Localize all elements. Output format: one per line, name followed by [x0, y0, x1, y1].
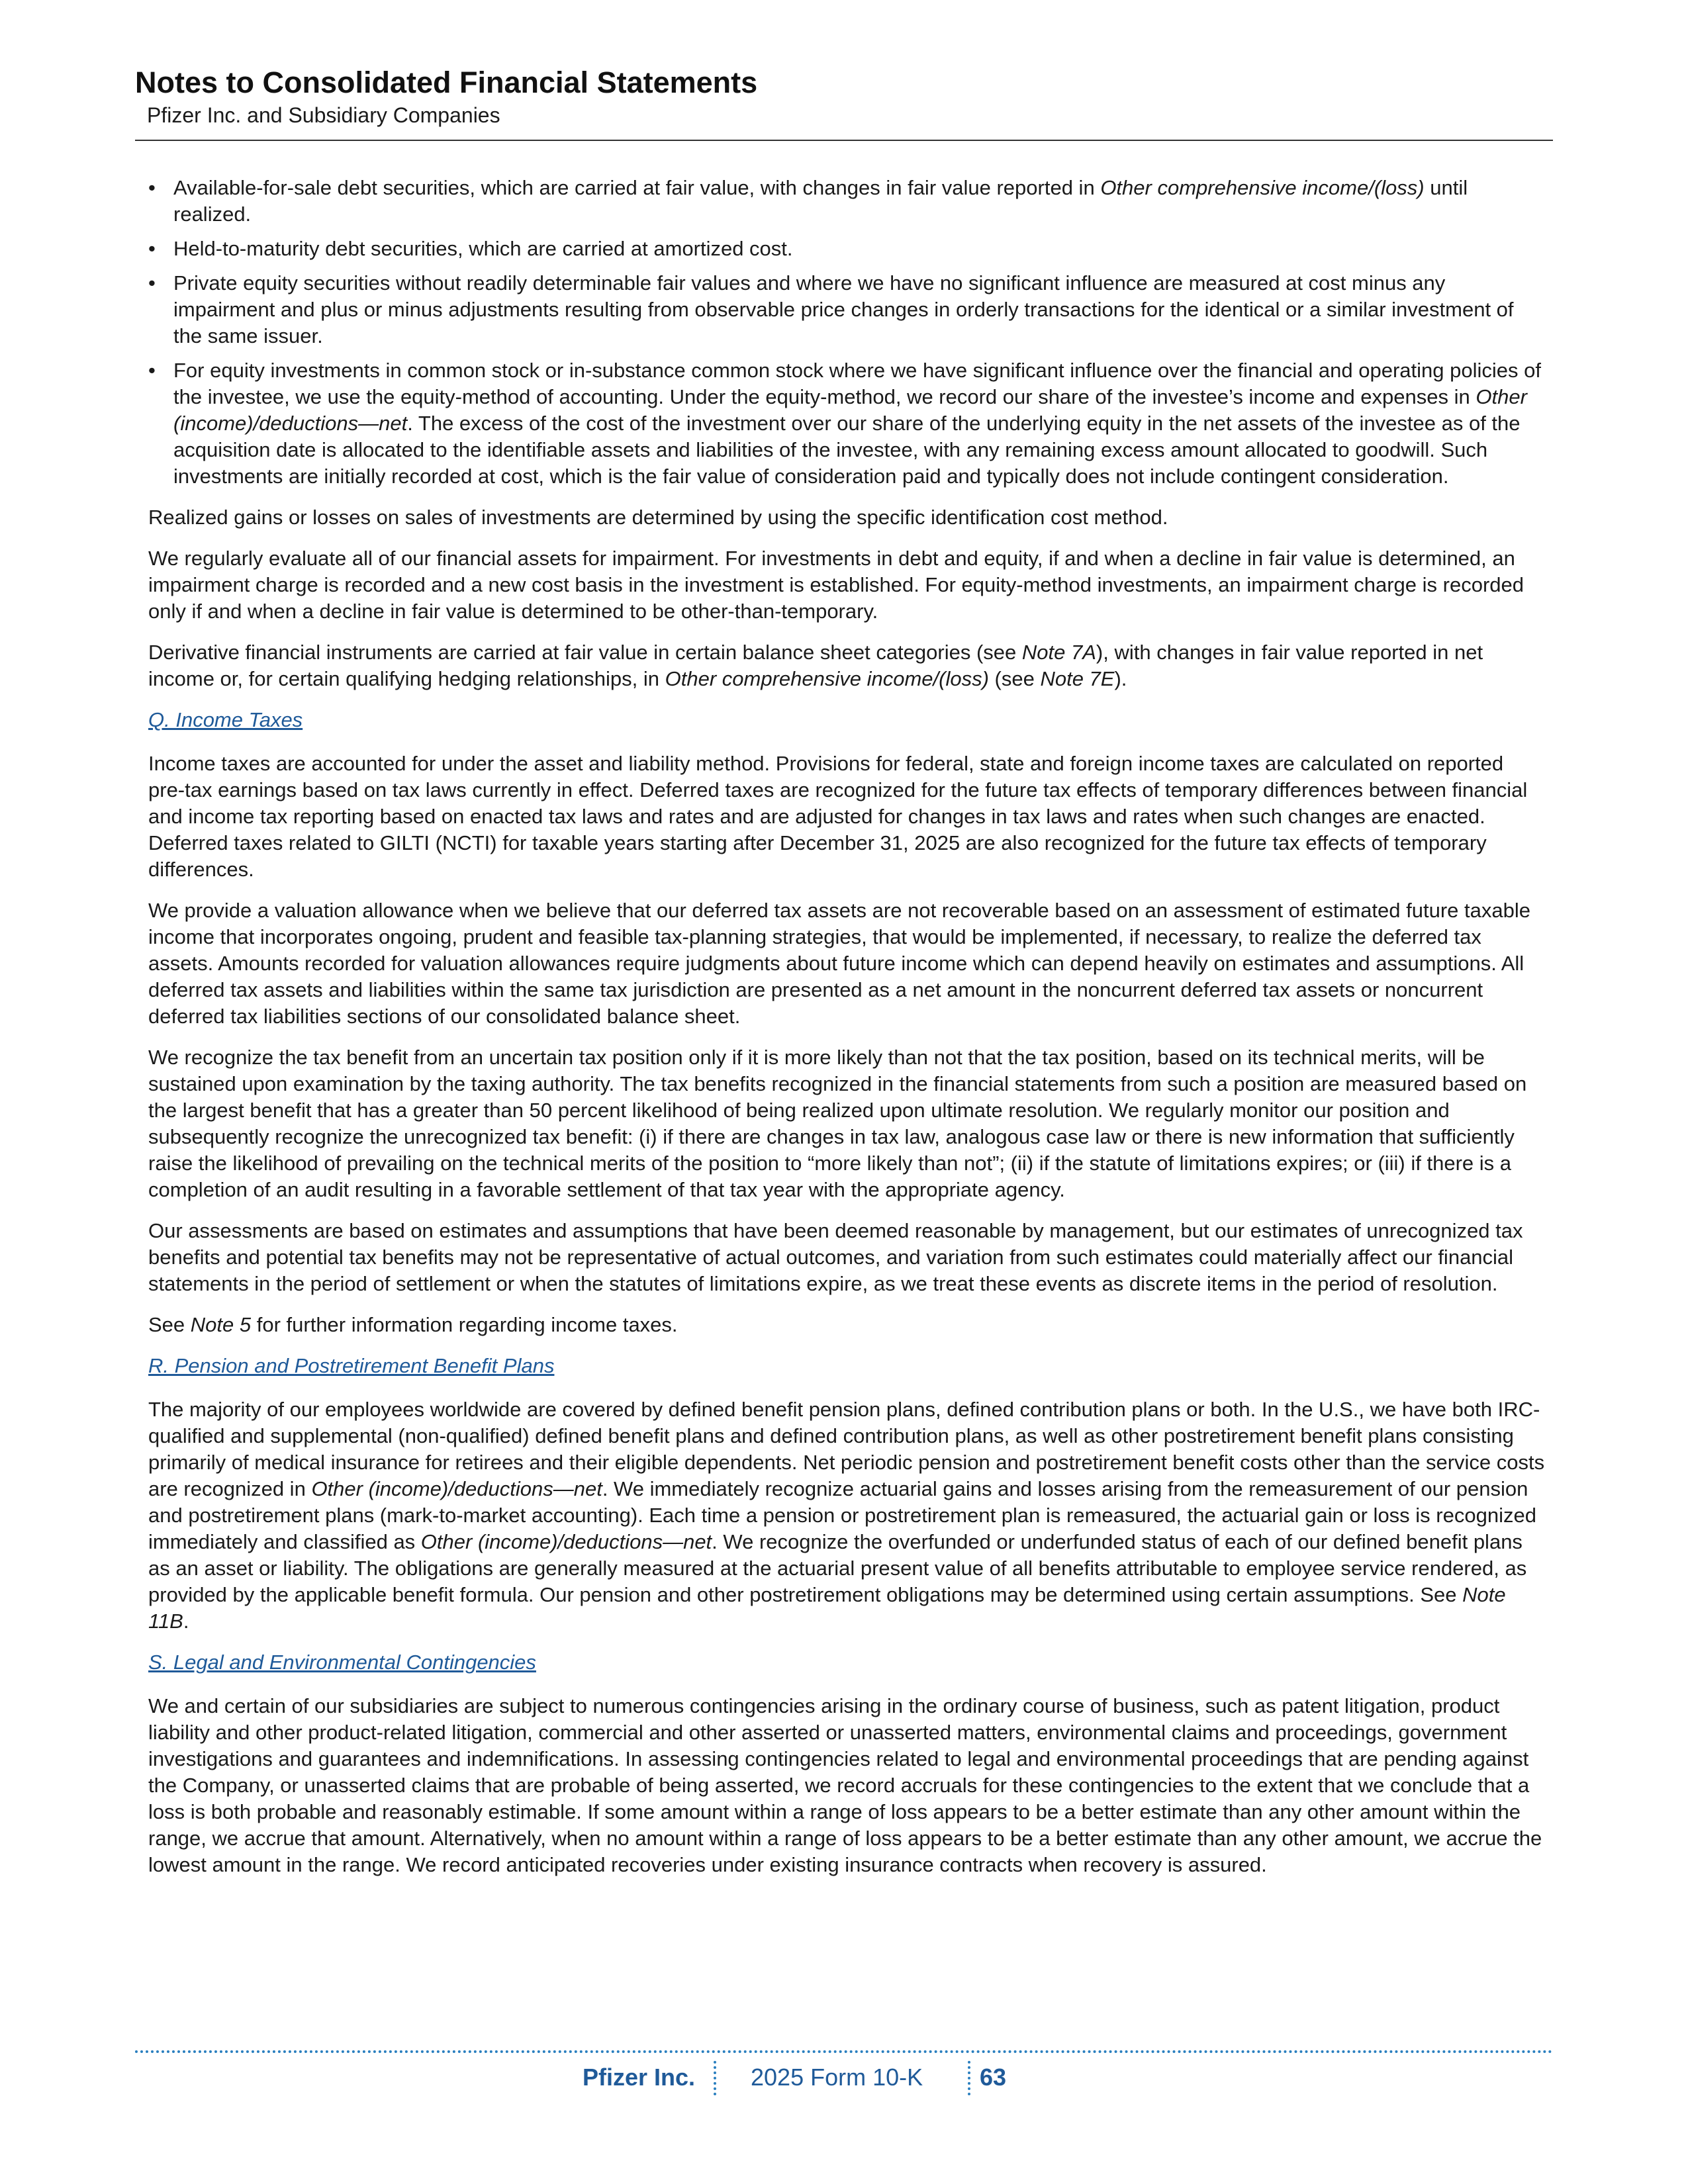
footer-separator — [714, 2061, 716, 2095]
bullet-icon: • — [148, 271, 156, 295]
paragraph: We recognize the tax benefit from an uncertain tax position only if it is more likely than not that the tax position, based on its technical merits, will be sustained upon examination by the taxing authority. The tax benefits recognized in the financial statements from such a position are measured based on the largest benefit that has a greater than 50 percent likelihood of being realized upon ultimate resolution. We regularly monitor our position and subsequently recognize the unrecognized tax benefit: (i) if there are changes in tax law, analogous case law or there is new information that sufficiently raise the likelihood of prevailing on the technical merits of the position to “more likely than not”; (ii) if the statute of limitations expires; or (iii) if there is a completion of an audit resulting in a favorable settlement of that tax year with the appropriate agency. — [148, 1046, 1527, 1201]
paragraph-realized-gains: Realized gains or losses on sales of investments are determined by using the specific identification cost method. — [148, 506, 1168, 529]
investment-bullet-list — [148, 175, 1545, 490]
section-heading-income-taxes[interactable]: Q. Income Taxes — [148, 708, 303, 731]
page-header — [135, 64, 1553, 128]
paragraph: Income taxes are accounted for under the asset and liability method. Provisions for federal, state and foreign income taxes are calculated on reported pre-tax earnings based on tax laws currently in effect. Deferred taxes are recognized for the future tax effects of temporary differences between financial and income tax reporting based on enacted tax laws and rates and are adjusted for changes in tax laws and rates when such changes are enacted. Deferred taxes related to GILTI (NCTI) for taxable years starting after December 31, 2025 are also recognized for the future tax effects of temporary differences. — [148, 752, 1528, 881]
page-subtitle: Pfizer Inc. and Subsidiary Companies — [147, 103, 500, 127]
footer-separator — [968, 2061, 970, 2095]
page-footer — [0, 2060, 1688, 2097]
list-item: • For equity investments in common stock or in-substance common stock where we have significant influence over the financial and operating policies of the investee, we use the equity-method of accounting. Under the equity-method, we record our share of the investee’s income and expenses in Other (income)/deductions—net. The excess of the cost of the investment over our share of the underlying equity in the net assets of the investee as of the acquisition date is allocated to the identifiable assets and liabilities of the investee, with any remaining excess amount allocated to goodwill. Such investments are initially recorded at cost, which is the fair value of consideration paid and typically does not include contingent consideration. — [148, 359, 1541, 488]
bullet-icon: • — [148, 359, 156, 382]
paragraph-legal: We and certain of our subsidiaries are subject to numerous contingencies arising in the ordinary course of business, such as patent litigation, product liability and other product-related litigation, commercial and other asserted or unasserted matters, environmental claims and proceedings, government investigations and guarantees and indemnifications. In assessing contingencies related to legal and environmental proceedings that are pending against the Company, or unasserted claims that are probable of being asserted, we record accruals for these contingencies to the extent that we conclude that a loss is both probable and reasonably estimable. If some amount within a range of loss appears to be a better estimate than any other amount within the range, we accrue that amount. Alternatively, when no amount within a range of loss appears to be a better estimate than any other amount, we accrue the lowest amount in the range. We record anticipated recoveries under existing insurance contracts when recovery is assured. — [148, 1694, 1542, 1876]
section-heading-legal[interactable]: S. Legal and Environmental Contingencies — [148, 1651, 536, 1674]
paragraph-see-note: See Note 5 for further information regarding income taxes. — [148, 1313, 678, 1336]
main-content — [148, 175, 1545, 1893]
bullet-icon: • — [148, 176, 156, 199]
page-number: 63 — [980, 2064, 1007, 2091]
list-item: • Held-to-maturity debt securities, which are carried at amortized cost. — [148, 236, 1545, 262]
footer-divider — [135, 2050, 1553, 2053]
header-divider — [135, 140, 1553, 141]
note-reference: Note 5 — [190, 1313, 252, 1336]
paragraph-pension: The majority of our employees worldwide are covered by defined benefit pension plans, defined contribution plans or both. In the U.S., we have both IRC-qualified and supplemental (non-qualified) defined benefit plans and defined contribution plans, as well as other postretirement benefit plans consisting primarily of medical insurance for retirees and their eligible dependents. Net periodic pension and postretirement benefit costs other than the service costs are recognized in Other (income)/deductions—net. We immediately recognize actuarial gains and losses arising from the remeasurement of our pension and postretirement plans (mark-to-market accounting). Each time a pension or postretirement plan is remeasured, the actuarial gain or loss is recognized immediately and classified as Other (income)/deductions—net. We recognize the overfunded or underfunded status of each of our defined benefit plans as an asset or liability. The obligations are generally measured at the actuarial present value of all benefits attributable to employee service rendered, as provided by the applicable benefit formula. Our pension and other postretirement obligations may be determined using certain assumptions. See Note 11B. — [148, 1398, 1545, 1633]
list-item: • Private equity securities without readily determinable fair values and where we have no significant influence are measured at cost minus any impairment and plus or minus adjustments resulting from observable price changes in orderly transactions for the identical or a similar investment of the same issuer. — [148, 271, 1514, 347]
list-item: • Available-for-sale debt securities, which are carried at fair value, with changes in fair value reported in Other comprehensive income/(loss) until realized. — [148, 176, 1468, 226]
paragraph: We provide a valuation allowance when we believe that our deferred tax assets are not recoverable based on an assessment of estimated future taxable income that incorporates ongoing, prudent and feasible tax-planning strategies, that would be implemented, if necessary, to realize the deferred tax assets. Amounts recorded for valuation allowances require judgments about future income which can depend heavily on estimates and assumptions. All deferred tax assets and liabilities within the same tax jurisdiction are presented as a net amount in the noncurrent deferred tax assets or noncurrent deferred tax liabilities sections of our consolidated balance sheet. — [148, 899, 1530, 1028]
note-reference: Note 7A — [1021, 641, 1096, 664]
paragraph: Our assessments are based on estimates and assumptions that have been deemed reasonable by management, but our estimates of unrecognized tax benefits and potential tax benefits may not be representative of actual outcomes, and variation from such estimates could materially affect our financial statements in the period of settlement or when the statutes of limitations expire, as we treat these events as discrete items in the period of resolution. — [148, 1219, 1523, 1295]
footer-form: 2025 Form 10-K — [751, 2064, 923, 2091]
section-heading-pension[interactable]: R. Pension and Postretirement Benefit Plans — [148, 1354, 555, 1377]
note-reference: Note 11B — [148, 1583, 1506, 1633]
paragraph-derivatives: Derivative financial instruments are carried at fair value in certain balance sheet categories (see Note 7A), with changes in fair value reported in net income or, for certain qualifying hedging relationships, in Other comprehensive income/(loss) (see Note 7E). — [148, 641, 1483, 690]
paragraph-impairment: We regularly evaluate all of our financial assets for impairment. For investments in debt and equity, if and when a decline in fair value is determined, an impairment charge is recorded and a new cost basis in the investment is established. For equity-method investments, an impairment charge is recorded only if and when a decline in fair value is determined to be other-than-temporary. — [148, 547, 1524, 623]
bullet-icon: • — [148, 237, 156, 260]
footer-company: Pfizer Inc. — [583, 2064, 696, 2091]
page-title: Notes to Consolidated Financial Statements — [135, 66, 758, 99]
note-reference: Note 7E — [1040, 667, 1115, 690]
